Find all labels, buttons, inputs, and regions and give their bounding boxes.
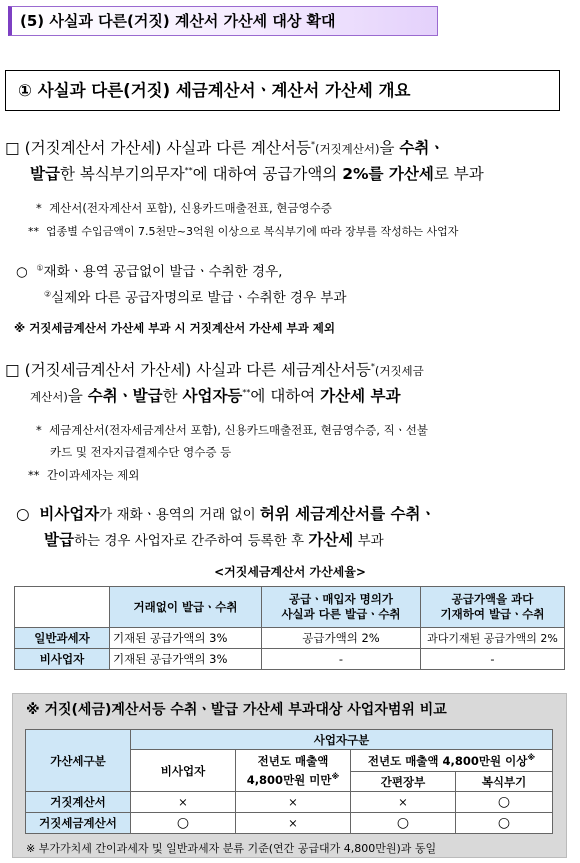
para2-text-d: 에 대하여 [250,387,321,405]
circle2-mark: ○ [16,505,30,523]
circle2-bold2: 허위 세금계산서를 수취ㆍ [259,505,436,523]
para2-star2: ** [242,387,251,397]
para2-line1 [5,358,424,380]
overview-title-box [5,70,560,111]
para2-bold3: 가산세 부과 [320,387,401,405]
table1-caption: <거짓세금계산서 가산세율> [214,565,366,579]
remark1-mark: ※ [14,321,26,335]
comparison-table [25,729,553,834]
note2a-line1 [36,422,428,438]
table2-sub-over [351,750,553,772]
circle1-text2: 실제와 다른 공급자명의로 발급ㆍ수취한 경우 부과 [51,290,347,306]
section-header [8,6,438,36]
table2-row2-v2: × [236,813,351,834]
table1-header-2-text-b: 사실과 다른 발급ㆍ수취 [281,607,401,621]
table2-row2-label: 거짓세금계산서 [26,813,131,834]
note2a-text2: 카드 및 전자지급결제수단 영수증 등 [50,445,232,459]
remark1-text: 거짓세금계산서 가산세 부과 시 거짓계산서 가산세 부과 제외 [29,321,335,335]
circle2-bold4: 가산세 [308,531,354,549]
table-row [26,813,553,834]
para2-paren1: (거짓세금 [374,364,424,378]
circle1-mark: ○ [16,264,28,280]
table2-sub-under [236,750,351,792]
table2-row2-v1: ○ [131,813,236,834]
circle2-text2: 하는 경우 사업자로 간주하여 등록한 후 [73,533,309,549]
para1-line2 [30,162,484,184]
para1-text-b: 에 대하여 공급가액의 [192,165,343,183]
table1-row2-c1: 기재된 공급가액의 3% [110,649,262,670]
comparison-footnote: ※ 부가가치세 간이과세자 및 일반과세자 분류 기준(연간 공급대가 4,800만원)과 동일 [26,842,437,855]
circle2-bold3: 발급 [44,531,74,549]
table2-row-group [26,730,553,750]
section-header-title: (5) 사실과 다른(거짓) 계산서 가산세 대상 확대 [20,12,336,30]
table-row [15,628,565,649]
remark1 [14,320,335,336]
square-bullet: □ [5,139,20,157]
para2-paren1-cont: 계산서) [30,390,68,404]
circle2-bold1: 비사업자 [39,505,100,523]
table1-header-row [15,587,565,628]
para2-line2 [30,384,400,406]
circle2-text3: 부과 [353,533,384,549]
table1-row1-c1: 기재된 공급가액의 3% [110,628,262,649]
para1-mid1: 을 [379,139,400,157]
note1b [28,223,458,239]
circle2-line2 [44,528,384,550]
table1-corner [15,587,110,628]
table2-sub-under-a: 전년도 매출액 [257,754,329,769]
table2-sub-nonbusiness: 비사업자 [131,750,236,792]
table1-row2-label: 비사업자 [15,649,110,670]
note2a-mark: * [36,423,42,437]
note2a-text1: 세금계산서(전자세금계산서 포함), 신용카드매출전표, 현금영수증, 직ㆍ선불 [49,423,428,437]
table2-row1-v4: ○ [456,792,553,813]
table2-row2-v3: ○ [351,813,456,834]
note1b-text: 업종별 수입금액이 7.5천만~3억원 이상으로 복식부기에 따라 장부를 작성하는 사업자 [46,225,459,238]
note2a-line2 [50,444,231,460]
circle1-num1: ① [36,263,44,273]
table1-header-2 [262,587,421,628]
table1-row1-c3: 과다기재된 공급가액의 2% [421,628,565,649]
circle1-line2 [44,286,347,306]
table2-sub-over-star: ※ [527,752,536,762]
table2-row1-label: 거짓계산서 [26,792,131,813]
table2-sub-over-text: 전년도 매출액 4,800만원 이상 [367,753,528,768]
para1-line1 [5,136,444,158]
circle2-text1: 가 재화ㆍ용역의 거래 없이 [99,507,260,523]
table2-sub-simple-book: 간편장부 [351,772,456,792]
note2b [28,467,139,483]
para1-star2: ** [184,165,193,175]
note1b-mark: ** [28,225,39,238]
para1-paren1: (거짓계산서) [314,142,380,156]
table1-header-3-text-a: 공급가액을 과다 [451,592,534,606]
para2-prefix: (거짓세금계산서 가산세) 사실과 다른 세금계산서등 [24,361,371,379]
table2-row1-v1: × [131,792,236,813]
para2-text-b: 을 [67,387,88,405]
table2-sub-double-entry: 복식부기 [456,772,553,792]
para2-text-c: 한 [162,387,183,405]
circle2-line1 [16,502,435,524]
table1-row2-c2: - [262,649,421,670]
para1-bold-issue: 발급 [30,165,60,183]
circle1-num2: ② [44,289,52,299]
note1a-text: 계산서(전자계산서 포함), 신용카드매출전표, 현금영수증 [49,201,332,215]
table1-header-3 [421,587,565,628]
penalty-rate-table [14,586,565,670]
note1a-mark: * [36,201,42,215]
table1-header-1-text: 거래없이 발급ㆍ수취 [133,599,238,614]
comparison-title: ※ 거짓(세금)계산서등 수취ㆍ발급 가산세 부과대상 사업자범위 비교 [26,702,447,718]
note1a [36,200,332,216]
circle1-text1: 재화ㆍ용역 공급없이 발급ㆍ수취한 경우, [43,264,283,280]
note2b-mark: ** [28,468,40,482]
table2-group-head: 사업자구분 [131,730,553,750]
table1-header-3-text-b: 기재하여 발급ㆍ수취 [440,607,545,621]
table1-header-2-text-a: 공급ㆍ매입자 명의가 [289,592,393,606]
table2-row1-v3: × [351,792,456,813]
circle1-line1 [16,260,282,280]
para2-bold2: 사업자등 [182,387,243,405]
table-row [26,792,553,813]
para1-bold1: 수취ㆍ [399,139,445,157]
table1-row1-c2: 공급가액의 2% [262,628,421,649]
para1-prefix: (거짓계산서 가산세) 사실과 다른 계산서등 [24,139,311,157]
table1-row1-label: 일반과세자 [15,628,110,649]
table-row [15,649,565,670]
table2-col-head: 가산세구분 [26,730,131,792]
para1-bold2: 2%를 가산세 [342,165,434,183]
para2-bold1: 수취ㆍ발급 [87,387,163,405]
note2b-text: 간이과세자는 제외 [46,468,140,482]
table1-row2-c3: - [421,649,565,670]
table1-header-1 [110,587,262,628]
square-bullet-2: □ [5,361,20,379]
table2-sub-under-b: 4,800만원 미만 [246,772,332,787]
table2-sub-under-star: ※ [331,772,340,782]
para1-star1: * [310,139,315,149]
table2-row1-v2: × [236,792,351,813]
overview-title: ① 사실과 다른(거짓) 세금계산서ㆍ계산서 가산세 개요 [18,81,411,100]
para1-text-a: 한 복식부기의무자 [59,165,185,183]
table2-row2-v4: ○ [456,813,553,834]
para2-star1: * [370,361,375,371]
para1-text-c: 로 부과 [433,165,484,183]
